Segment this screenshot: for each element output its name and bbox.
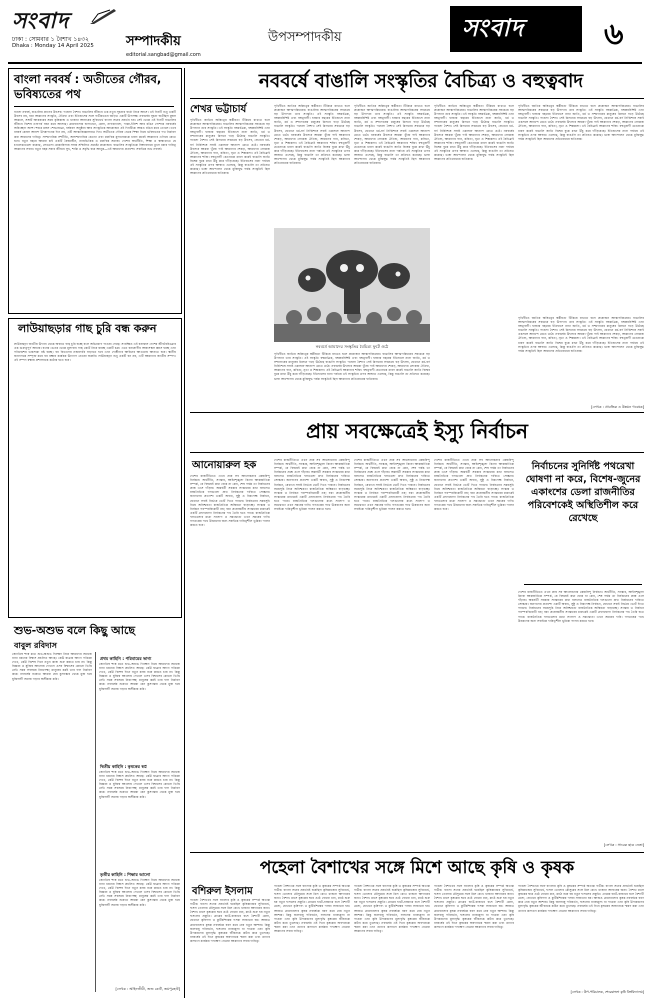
masthead <box>0 0 650 64</box>
column-left-sub3: তৃতীয় কাহিনি : শিক্ষার আলো <box>100 872 151 877</box>
lead-body-e: পৃথিবীতে জাতির অস্তিত্বের স্বকীয়তা টিকিয়ে রাখতে হলে প্রয়োজন আত্মপরিচয়ের। বাঙালির আত্মপরিচয়ের সবচেয়ে বড় উপাদান তার সংস্কৃতি। এই সংস্কৃতি বহুমাত্রিক, বহুস্তরবিশিষ্ট এবং বহুত্ববাদী। হাজার বছরের ইতিহাসে নানা জাতি, ধর্ম ও সম্প্রদায়ের মানুষের মিলনে গড়ে উঠেছে বাঙালি সংস্কৃতি। পহেলা বৈশাখ সেই মিলনের সবচেয়ে বড় উৎসব, যেখানে ধর্ম-বর্ণ নির্বিশেষে সবাই একসঙ্গে আনন্দে মেতে ওঠে। নববর্ষের উৎসবে আমরা খুঁজে পাই আমাদের শেকড়, আমাদের লোকজ ঐতিহ্য, আমাদের গান, কবিতা, নৃত্য ও শিল্পকলা। এই বৈচিত্র্যই আমাদের শক্তি। বহুত্ববাদী চেতনাকে ধারণ করেই বাঙালি জাতি বিশ্বের বুকে মাথা উঁচু করে দাঁড়িয়েছে। ইতিহাসের নানা পর্যায়ে এই সংস্কৃতির ওপর আঘাত এসেছে, কিন্তু বাঙালি তা প্রতিহত করেছে। ভাষা আন্দোলন থেকে মুক্তিযুদ্ধ পর্যন্ত সংস্কৃতিই ছিল আমাদের প্রতিরোধের হাতিয়ার। <box>518 104 644 141</box>
masthead-rule <box>8 62 642 64</box>
column-left-body-b: জ্যোতিষ শাস্ত্র মতে শুভ-অশুভ দিনক্ষণ নিয়ে আমাদের সমাজে নানা ধরনের বিশ্বাস প্রচলিত আছে। কেউ যাত্রার আগে পঞ্জিকা দেখে, কেউ বিশেষ দিনে নতুন কাজ শুরু করতে চায় না। কিন্তু বিজ্ঞান ও যুক্তির আলোয় দেখলে এসব বিশ্বাসের কোনো ভিত্তি নেই। সময় সবসময় নিরপেক্ষ; মানুষের কর্মই তার ফল নির্ধারণ করে। নববর্ষের শুরুতে আমরা যেন কুসংস্কার থেকে মুক্ত হয়ে যুক্তিবাদী সমাজ গড়ার অঙ্গীকার করি। <box>99 662 180 691</box>
farmer-body-a: পহেলা বৈশাখের সঙ্গে বাংলার কৃষি ও কৃষকের সম্পর্ক অত্যন্ত গভীর। বাংলা সনের প্রবর্তনই হয়েছিল কৃষিকাজের সুবিধার্থে, ফসল তোলার মৌসুমের সঙ্গে মিল রেখে খাজনা আদায়ের জন্য। বৈশাখ মাসে কৃষকের ঘরে ওঠে বোরো ধান, মাঠে শুরু হয় নতুন ফসলের প্রস্তুতি। গ্রামের হাটে-বাজারে বসে বৈশাখী মেলা, যেখানে কৃষিপণ্য ও কুটিরশিল্পের পসরা সাজানো হয়। আজও গ্রামবাংলার কৃষক নববর্ষকে বরণ করে নেয় নতুন আশায়। কিন্তু জলবায়ু পরিবর্তন, ফসলের ন্যায্যমূল্য না পাওয়া এবং কৃষি উপকরণের মূল্যবৃদ্ধি কৃষকের জীবনকে কঠিন করে তুলেছে। নববর্ষের এই দিনে কৃষকের অবদানকে স্মরণ করা এবং তাদের কল্যাণে কার্যকর পদক্ষেপ নেওয়া আমাদের সবার দায়িত্ব। <box>190 898 270 943</box>
election-pullquote: নির্বাচনের সুনির্দিষ্ট পথরেখা ঘোষণা না করে, বিশেষ-জুনের একাংশের ডেলা রাজনীতির পরিবেশকেই অস্থিতিশীল করে রেখেছে <box>525 461 641 524</box>
farmer-author: বশিরুল ইসলাম <box>192 886 253 897</box>
farmer-body-e: পহেলা বৈশাখের সঙ্গে বাংলার কৃষি ও কৃষকের সম্পর্ক অত্যন্ত গভীর। বাংলা সনের প্রবর্তনই হয়েছিল কৃষিকাজের সুবিধার্থে, ফসল তোলার মৌসুমের সঙ্গে মিল রেখে খাজনা আদায়ের জন্য। বৈশাখ মাসে কৃষকের ঘরে ওঠে বোরো ধান, মাঠে শুরু হয় নতুন ফসলের প্রস্তুতি। গ্রামের হাটে-বাজারে বসে বৈশাখী মেলা, যেখানে কৃষিপণ্য ও কুটিরশিল্পের পসরা সাজানো হয়। আজও গ্রামবাংলার কৃষক নববর্ষকে বরণ করে নেয় নতুন আশায়। কিন্তু জলবায়ু পরিবর্তন, ফসলের ন্যায্যমূল্য না পাওয়া এবং কৃষি উপকরণের মূল্যবৃদ্ধি কৃষকের জীবনকে কঠিন করে তুলেছে। নববর্ষের এই দিনে কৃষকের অবদানকে স্মরণ করা এবং তাদের কল্যাণে কার্যকর পদক্ষেপ নেওয়া আমাদের সবার দায়িত্ব। <box>518 884 644 913</box>
lead-rule <box>190 98 644 99</box>
column-left-body-a: জ্যোতিষ শাস্ত্র মতে শুভ-অশুভ দিনক্ষণ নিয়ে আমাদের সমাজে নানা ধরনের বিশ্বাস প্রচলিত আছে। কেউ যাত্রার আগে পঞ্জিকা দেখে, কেউ বিশেষ দিনে নতুন কাজ শুরু করতে চায় না। কিন্তু বিজ্ঞান ও যুক্তির আলোয় দেখলে এসব বিশ্বাসের কোনো ভিত্তি নেই। সময় সবসময় নিরপেক্ষ; মানুষের কর্মই তার ফল নির্ধারণ করে। নববর্ষের শুরুতে আমরা যেন কুসংস্কার থেকে মুক্ত হয়ে যুক্তিবাদী সমাজ গড়ার অঙ্গীকার করি। <box>12 652 92 681</box>
date-line-bn: ঢাকা : সোমবার ১ বৈশাখ ১৪৩২ <box>12 36 89 43</box>
tea-editorial-title: লাউয়াছড়ার গাছ চুরি বন্ধ করুন <box>18 322 157 335</box>
lead-body-g: পৃথিবীতে জাতির অস্তিত্বের স্বকীয়তা টিকিয়ে রাখতে হলে প্রয়োজন আত্মপরিচয়ের। বাঙালির আত্মপরিচয়ের সবচেয়ে বড় উপাদান তার সংস্কৃতি। এই সংস্কৃতি বহুমাত্রিক, বহুস্তরবিশিষ্ট এবং বহুত্ববাদী। হাজার বছরের ইতিহাসে নানা জাতি, ধর্ম ও সম্প্রদায়ের মানুষের মিলনে গড়ে উঠেছে বাঙালি সংস্কৃতি। পহেলা বৈশাখ সেই মিলনের সবচেয়ে বড় উৎসব, যেখানে ধর্ম-বর্ণ নির্বিশেষে সবাই একসঙ্গে আনন্দে মেতে ওঠে। নববর্ষের উৎসবে আমরা খুঁজে পাই আমাদের শেকড়, আমাদের লোকজ ঐতিহ্য, আমাদের গান, কবিতা, নৃত্য ও শিল্পকলা। এই বৈচিত্র্যই আমাদের শক্তি। বহুত্ববাদী চেতনাকে ধারণ করেই বাঙালি জাতি বিশ্বের বুকে মাথা উঁচু করে দাঁড়িয়েছে। ইতিহাসের নানা পর্যায়ে এই সংস্কৃতির ওপর আঘাত এসেছে, কিন্তু বাঙালি তা প্রতিহত করেছে। ভাষা আন্দোলন থেকে মুক্তিযুদ্ধ পর্যন্ত সংস্কৃতিই ছিল আমাদের প্রতিরোধের হাতিয়ার। <box>518 316 644 353</box>
election-body-c: দেশের রাজনীতিতে এখন প্রায় সব আলোচনার কেন্দ্রবিন্দু নির্বাচন। অর্থনীতি, সংস্কার, আইনশৃঙ্খলা কিংবা আন্তর্জাতিক সম্পর্ক, যে বিষয়েই কথা হোক না কেন, শেষ পর্যন্ত তা নির্বাচনের প্রশ্নে এসে দাঁড়ায়। অন্তর্বর্তী সরকার সংস্কারের কথা বললেও রাজনৈতিক দলগুলো দ্রুত নির্বাচনের দাবিতে সোচ্চার। জনগণের প্রত্যাশা একটি অবাধ, সুষ্ঠু ও নিরপেক্ষ নির্বাচন, যেখানে সবাই নির্ভয়ে ভোট দিতে পারবে। নির্বাচনের সময়সূচি নিয়ে অনিশ্চয়তা রাজনৈতিক অস্থিরতা বাড়াচ্ছে। সংস্কার ও নির্বাচন পরস্পরবিরোধী নয়; বরং প্রয়োজনীয় সংস্কারের মাধ্যমেই একটি গ্রহণযোগ্য নির্বাচনের পথ তৈরি হতে পারে। রাজনৈতিক দলগুলোর মধ্যে সংলাপ ও সমঝোতা এখন সময়ের দাবি। গণতন্ত্রের পথে উত্তরণের জন্য সবাইকে দায়িত্বশীল ভূমিকা পালন করতে হবে। <box>354 458 430 512</box>
lead-bottom-rule <box>190 412 644 413</box>
lead-body-a: পৃথিবীতে জাতির অস্তিত্বের স্বকীয়তা টিকিয়ে রাখতে হলে প্রয়োজন আত্মপরিচয়ের। বাঙালির আত্মপরিচয়ের সবচেয়ে বড় উপাদান তার সংস্কৃতি। এই সংস্কৃতি বহুমাত্রিক, বহুস্তরবিশিষ্ট এবং বহুত্ববাদী। হাজার বছরের ইতিহাসে নানা জাতি, ধর্ম ও সম্প্রদায়ের মানুষের মিলনে গড়ে উঠেছে বাঙালি সংস্কৃতি। পহেলা বৈশাখ সেই মিলনের সবচেয়ে বড় উৎসব, যেখানে ধর্ম-বর্ণ নির্বিশেষে সবাই একসঙ্গে আনন্দে মেতে ওঠে। নববর্ষের উৎসবে আমরা খুঁজে পাই আমাদের শেকড়, আমাদের লোকজ ঐতিহ্য, আমাদের গান, কবিতা, নৃত্য ও শিল্পকলা। এই বৈচিত্র্যই আমাদের শক্তি। বহুত্ববাদী চেতনাকে ধারণ করেই বাঙালি জাতি বিশ্বের বুকে মাথা উঁচু করে দাঁড়িয়েছে। ইতিহাসের নানা পর্যায়ে এই সংস্কৃতির ওপর আঘাত এসেছে, কিন্তু বাঙালি তা প্রতিহত করেছে। ভাষা আন্দোলন থেকে মুক্তিযুদ্ধ পর্যন্ত সংস্কৃতিই ছিল আমাদের প্রতিরোধের হাতিয়ার। <box>190 118 270 176</box>
section-center-title: উপসম্পাদকীয় <box>268 30 342 45</box>
lead-author: শেখর ভট্টাচার্য <box>190 104 247 115</box>
logo-right: সংবাদ <box>462 13 525 42</box>
page-number: ৬ <box>604 17 624 52</box>
column-left-author: বাবুল রবিদাস <box>14 641 57 650</box>
election-byline: [লেখক : সাবেক ছাত্র নেতা] <box>603 843 644 847</box>
election-body-b: দেশের রাজনীতিতে এখন প্রায় সব আলোচনার কেন্দ্রবিন্দু নির্বাচন। অর্থনীতি, সংস্কার, আইনশৃঙ্খলা কিংবা আন্তর্জাতিক সম্পর্ক, যে বিষয়েই কথা হোক না কেন, শেষ পর্যন্ত তা নির্বাচনের প্রশ্নে এসে দাঁড়ায়। অন্তর্বর্তী সরকার সংস্কারের কথা বললেও রাজনৈতিক দলগুলো দ্রুত নির্বাচনের দাবিতে সোচ্চার। জনগণের প্রত্যাশা একটি অবাধ, সুষ্ঠু ও নিরপেক্ষ নির্বাচন, যেখানে সবাই নির্ভয়ে ভোট দিতে পারবে। নির্বাচনের সময়সূচি নিয়ে অনিশ্চয়তা রাজনৈতিক অস্থিরতা বাড়াচ্ছে। সংস্কার ও নির্বাচন পরস্পরবিরোধী নয়; বরং প্রয়োজনীয় সংস্কারের মাধ্যমেই একটি গ্রহণযোগ্য নির্বাচনের পথ তৈরি হতে পারে। রাজনৈতিক দলগুলোর মধ্যে সংলাপ ও সমঝোতা এখন সময়ের দাবি। গণতন্ত্রের পথে উত্তরণের জন্য সবাইকে দায়িত্বশীল ভূমিকা পালন করতে হবে। <box>274 458 350 512</box>
election-author: আনোয়ারুল হক <box>192 460 257 471</box>
logo-left: সংবাদ <box>12 8 70 34</box>
lead-caption: নববর্ষে আমাদের সংস্কৃতির বৈচিত্র্য ফুটে ওঠে <box>315 344 389 349</box>
election-bottom-rule <box>190 852 644 853</box>
farmer-body-c: পহেলা বৈশাখের সঙ্গে বাংলার কৃষি ও কৃষকের সম্পর্ক অত্যন্ত গভীর। বাংলা সনের প্রবর্তনই হয়েছিল কৃষিকাজের সুবিধার্থে, ফসল তোলার মৌসুমের সঙ্গে মিল রেখে খাজনা আদায়ের জন্য। বৈশাখ মাসে কৃষকের ঘরে ওঠে বোরো ধান, মাঠে শুরু হয় নতুন ফসলের প্রস্তুতি। গ্রামের হাটে-বাজারে বসে বৈশাখী মেলা, যেখানে কৃষিপণ্য ও কুটিরশিল্পের পসরা সাজানো হয়। আজও গ্রামবাংলার কৃষক নববর্ষকে বরণ করে নেয় নতুন আশায়। কিন্তু জলবায়ু পরিবর্তন, ফসলের ন্যায্যমূল্য না পাওয়া এবং কৃষি উপকরণের মূল্যবৃদ্ধি কৃষকের জীবনকে কঠিন করে তুলেছে। নববর্ষের এই দিনে কৃষকের অবদানকে স্মরণ করা এবং তাদের কল্যাণে কার্যকর পদক্ষেপ নেওয়া আমাদের সবার দায়িত্ব। <box>354 884 430 934</box>
email[interactable]: editorial.sangbad@gmail.com <box>126 52 201 58</box>
column-left-divider <box>95 652 96 992</box>
farmer-body-b: পহেলা বৈশাখের সঙ্গে বাংলার কৃষি ও কৃষকের সম্পর্ক অত্যন্ত গভীর। বাংলা সনের প্রবর্তনই হয়েছিল কৃষিকাজের সুবিধার্থে, ফসল তোলার মৌসুমের সঙ্গে মিল রেখে খাজনা আদায়ের জন্য। বৈশাখ মাসে কৃষকের ঘরে ওঠে বোরো ধান, মাঠে শুরু হয় নতুন ফসলের প্রস্তুতি। গ্রামের হাটে-বাজারে বসে বৈশাখী মেলা, যেখানে কৃষিপণ্য ও কুটিরশিল্পের পসরা সাজানো হয়। আজও গ্রামবাংলার কৃষক নববর্ষকে বরণ করে নেয় নতুন আশায়। কিন্তু জলবায়ু পরিবর্তন, ফসলের ন্যায্যমূল্য না পাওয়া এবং কৃষি উপকরণের মূল্যবৃদ্ধি কৃষকের জীবনকে কঠিন করে তুলেছে। নববর্ষের এই দিনে কৃষকের অবদানকে স্মরণ করা এবং তাদের কল্যাণে কার্যকর পদক্ষেপ নেওয়া আমাদের সবার দায়িত্ব। <box>274 884 350 934</box>
lead-body-f: পৃথিবীতে জাতির অস্তিত্বের স্বকীয়তা টিকিয়ে রাখতে হলে প্রয়োজন আত্মপরিচয়ের। বাঙালির আত্মপরিচয়ের সবচেয়ে বড় উপাদান তার সংস্কৃতি। এই সংস্কৃতি বহুমাত্রিক, বহুস্তরবিশিষ্ট এবং বহুত্ববাদী। হাজার বছরের ইতিহাসে নানা জাতি, ধর্ম ও সম্প্রদায়ের মানুষের মিলনে গড়ে উঠেছে বাঙালি সংস্কৃতি। পহেলা বৈশাখ সেই মিলনের সবচেয়ে বড় উৎসব, যেখানে ধর্ম-বর্ণ নির্বিশেষে সবাই একসঙ্গে আনন্দে মেতে ওঠে। নববর্ষের উৎসবে আমরা খুঁজে পাই আমাদের শেকড়, আমাদের লোকজ ঐতিহ্য, আমাদের গান, কবিতা, নৃত্য ও শিল্পকলা। এই বৈচিত্র্যই আমাদের শক্তি। বহুত্ববাদী চেতনাকে ধারণ করেই বাঙালি জাতি বিশ্বের বুকে মাথা উঁচু করে দাঁড়িয়েছে। ইতিহাসের নানা পর্যায়ে এই সংস্কৃতির ওপর আঘাত এসেছে, কিন্তু বাঙালি তা প্রতিহত করেছে। ভাষা আন্দোলন থেকে মুক্তিযুদ্ধ পর্যন্ত সংস্কৃতিই ছিল আমাদের প্রতিরোধের হাতিয়ার। <box>274 352 430 381</box>
election-rule <box>190 452 644 453</box>
election-body-a: দেশের রাজনীতিতে এখন প্রায় সব আলোচনার কেন্দ্রবিন্দু নির্বাচন। অর্থনীতি, সংস্কার, আইনশৃঙ্খলা কিংবা আন্তর্জাতিক সম্পর্ক, যে বিষয়েই কথা হোক না কেন, শেষ পর্যন্ত তা নির্বাচনের প্রশ্নে এসে দাঁড়ায়। অন্তর্বর্তী সরকার সংস্কারের কথা বললেও রাজনৈতিক দলগুলো দ্রুত নির্বাচনের দাবিতে সোচ্চার। জনগণের প্রত্যাশা একটি অবাধ, সুষ্ঠু ও নিরপেক্ষ নির্বাচন, যেখানে সবাই নির্ভয়ে ভোট দিতে পারবে। নির্বাচনের সময়সূচি নিয়ে অনিশ্চয়তা রাজনৈতিক অস্থিরতা বাড়াচ্ছে। সংস্কার ও নির্বাচন পরস্পরবিরোধী নয়; বরং প্রয়োজনীয় সংস্কারের মাধ্যমেই একটি গ্রহণযোগ্য নির্বাচনের পথ তৈরি হতে পারে। রাজনৈতিক দলগুলোর মধ্যে সংলাপ ও সমঝোতা এখন সময়ের দাবি। গণতন্ত্রের পথে উত্তরণের জন্য সবাইকে দায়িত্বশীল ভূমিকা পালন করতে হবে। <box>190 474 270 528</box>
lead-title: নববর্ষে বাঙালি সংস্কৃতির বৈচিত্র্য ও বহুত্ববাদ <box>258 71 584 92</box>
column-left-byline: [লেখক : আইনজীবী, জজ কোর্ট, জয়পুরহাট] <box>115 987 180 991</box>
editorial-title: বাংলা নববর্ষ : অতীতের গৌরব, ভবিষ্যতের পথ <box>14 72 162 101</box>
pullquote-rule <box>524 584 642 585</box>
column-left-title: শুভ-অশুভ বলে কিছু আছে <box>14 624 136 637</box>
lead-body-d: পৃথিবীতে জাতির অস্তিত্বের স্বকীয়তা টিকিয়ে রাখতে হলে প্রয়োজন আত্মপরিচয়ের। বাঙালির আত্মপরিচয়ের সবচেয়ে বড় উপাদান তার সংস্কৃতি। এই সংস্কৃতি বহুমাত্রিক, বহুস্তরবিশিষ্ট এবং বহুত্ববাদী। হাজার বছরের ইতিহাসে নানা জাতি, ধর্ম ও সম্প্রদায়ের মানুষের মিলনে গড়ে উঠেছে বাঙালি সংস্কৃতি। পহেলা বৈশাখ সেই মিলনের সবচেয়ে বড় উৎসব, যেখানে ধর্ম-বর্ণ নির্বিশেষে সবাই একসঙ্গে আনন্দে মেতে ওঠে। নববর্ষের উৎসবে আমরা খুঁজে পাই আমাদের শেকড়, আমাদের লোকজ ঐতিহ্য, আমাদের গান, কবিতা, নৃত্য ও শিল্পকলা। এই বৈচিত্র্যই আমাদের শক্তি। বহুত্ববাদী চেতনাকে ধারণ করেই বাঙালি জাতি বিশ্বের বুকে মাথা উঁচু করে দাঁড়িয়েছে। ইতিহাসের নানা পর্যায়ে এই সংস্কৃতির ওপর আঘাত এসেছে, কিন্তু বাঙালি তা প্রতিহত করেছে। ভাষা আন্দোলন থেকে মুক্তিযুদ্ধ পর্যন্ত সংস্কৃতিই ছিল আমাদের প্রতিরোধের হাতিয়ার। <box>434 104 514 162</box>
farmer-byline: [লেখক : উপ-পরিচালক, শেরেবাংলা কৃষি বিশ্ববিদ্যালয়] <box>570 990 644 994</box>
quill-icon <box>88 6 118 30</box>
farmer-title: পহেলা বৈশাখের সঙ্গে মিশে আছে কৃষি ও কৃষক <box>259 858 575 878</box>
column-left-body-c: জ্যোতিষ শাস্ত্র মতে শুভ-অশুভ দিনক্ষণ নিয়ে আমাদের সমাজে নানা ধরনের বিশ্বাস প্রচলিত আছে। কেউ যাত্রার আগে পঞ্জিকা দেখে, কেউ বিশেষ দিনে নতুন কাজ শুরু করতে চায় না। কিন্তু বিজ্ঞান ও যুক্তির আলোয় দেখলে এসব বিশ্বাসের কোনো ভিত্তি নেই। সময় সবসময় নিরপেক্ষ; মানুষের কর্মই তার ফল নির্ধারণ করে। নববর্ষের শুরুতে আমরা যেন কুসংস্কার থেকে মুক্ত হয়ে যুক্তিবাদী সমাজ গড়ার অঙ্গীকার করি। <box>99 770 180 799</box>
election-body-d: দেশের রাজনীতিতে এখন প্রায় সব আলোচনার কেন্দ্রবিন্দু নির্বাচন। অর্থনীতি, সংস্কার, আইনশৃঙ্খলা কিংবা আন্তর্জাতিক সম্পর্ক, যে বিষয়েই কথা হোক না কেন, শেষ পর্যন্ত তা নির্বাচনের প্রশ্নে এসে দাঁড়ায়। অন্তর্বর্তী সরকার সংস্কারের কথা বললেও রাজনৈতিক দলগুলো দ্রুত নির্বাচনের দাবিতে সোচ্চার। জনগণের প্রত্যাশা একটি অবাধ, সুষ্ঠু ও নিরপেক্ষ নির্বাচন, যেখানে সবাই নির্ভয়ে ভোট দিতে পারবে। নির্বাচনের সময়সূচি নিয়ে অনিশ্চয়তা রাজনৈতিক অস্থিরতা বাড়াচ্ছে। সংস্কার ও নির্বাচন পরস্পরবিরোধী নয়; বরং প্রয়োজনীয় সংস্কারের মাধ্যমেই একটি গ্রহণযোগ্য নির্বাচনের পথ তৈরি হতে পারে। রাজনৈতিক দলগুলোর মধ্যে সংলাপ ও সমঝোতা এখন সময়ের দাবি। গণতন্ত্রের পথে উত্তরণের জন্য সবাইকে দায়িত্বশীল ভূমিকা পালন করতে হবে। <box>434 458 514 512</box>
column-left-body-d: জ্যোতিষ শাস্ত্র মতে শুভ-অশুভ দিনক্ষণ নিয়ে আমাদের সমাজে নানা ধরনের বিশ্বাস প্রচলিত আছে। কেউ যাত্রার আগে পঞ্জিকা দেখে, কেউ বিশেষ দিনে নতুন কাজ শুরু করতে চায় না। কিন্তু বিজ্ঞান ও যুক্তির আলোয় দেখলে এসব বিশ্বাসের কোনো ভিত্তি নেই। সময় সবসময় নিরপেক্ষ; মানুষের কর্মই তার ফল নির্ধারণ করে। নববর্ষের শুরুতে আমরা যেন কুসংস্কার থেকে মুক্ত হয়ে যুক্তিবাদী সমাজ গড়ার অঙ্গীকার করি। <box>99 878 180 907</box>
column-left-sub1: প্রথম কাহিনি : পরিবারের ভাগ্য <box>100 656 152 661</box>
page-main-divider <box>184 68 185 998</box>
section-left-title: সম্পাদকীয় <box>126 34 181 49</box>
lead-body-c: পৃথিবীতে জাতির অস্তিত্বের স্বকীয়তা টিকিয়ে রাখতে হলে প্রয়োজন আত্মপরিচয়ের। বাঙালির আত্মপরিচয়ের সবচেয়ে বড় উপাদান তার সংস্কৃতি। এই সংস্কৃতি বহুমাত্রিক, বহুস্তরবিশিষ্ট এবং বহুত্ববাদী। হাজার বছরের ইতিহাসে নানা জাতি, ধর্ম ও সম্প্রদায়ের মানুষের মিলনে গড়ে উঠেছে বাঙালি সংস্কৃতি। পহেলা বৈশাখ সেই মিলনের সবচেয়ে বড় উৎসব, যেখানে ধর্ম-বর্ণ নির্বিশেষে সবাই একসঙ্গে আনন্দে মেতে ওঠে। নববর্ষের উৎসবে আমরা খুঁজে পাই আমাদের শেকড়, আমাদের লোকজ ঐতিহ্য, আমাদের গান, কবিতা, নৃত্য ও শিল্পকলা। এই বৈচিত্র্যই আমাদের শক্তি। বহুত্ববাদী চেতনাকে ধারণ করেই বাঙালি জাতি বিশ্বের বুকে মাথা উঁচু করে দাঁড়িয়েছে। ইতিহাসের নানা পর্যায়ে এই সংস্কৃতির ওপর আঘাত এসেছে, কিন্তু বাঙালি তা প্রতিহত করেছে। ভাষা আন্দোলন থেকে মুক্তিযুদ্ধ পর্যন্ত সংস্কৃতিই ছিল আমাদের প্রতিরোধের হাতিয়ার। <box>354 104 430 166</box>
lead-body-b: পৃথিবীতে জাতির অস্তিত্বের স্বকীয়তা টিকিয়ে রাখতে হলে প্রয়োজন আত্মপরিচয়ের। বাঙালির আত্মপরিচয়ের সবচেয়ে বড় উপাদান তার সংস্কৃতি। এই সংস্কৃতি বহুমাত্রিক, বহুস্তরবিশিষ্ট এবং বহুত্ববাদী। হাজার বছরের ইতিহাসে নানা জাতি, ধর্ম ও সম্প্রদায়ের মানুষের মিলনে গড়ে উঠেছে বাঙালি সংস্কৃতি। পহেলা বৈশাখ সেই মিলনের সবচেয়ে বড় উৎসব, যেখানে ধর্ম-বর্ণ নির্বিশেষে সবাই একসঙ্গে আনন্দে মেতে ওঠে। নববর্ষের উৎসবে আমরা খুঁজে পাই আমাদের শেকড়, আমাদের লোকজ ঐতিহ্য, আমাদের গান, কবিতা, নৃত্য ও শিল্পকলা। এই বৈচিত্র্যই আমাদের শক্তি। বহুত্ববাদী চেতনাকে ধারণ করেই বাঙালি জাতি বিশ্বের বুকে মাথা উঁচু করে দাঁড়িয়েছে। ইতিহাসের নানা পর্যায়ে এই সংস্কৃতির ওপর আঘাত এসেছে, কিন্তু বাঙালি তা প্রতিহত করেছে। ভাষা আন্দোলন থেকে মুক্তিযুদ্ধ পর্যন্ত সংস্কৃতিই ছিল আমাদের প্রতিরোধের হাতিয়ার। <box>274 104 350 166</box>
editorial-rule <box>14 106 174 107</box>
election-title: প্রায় সবক্ষেত্রেই ইস্যু নির্বাচন <box>306 419 528 443</box>
farmer-body-d: পহেলা বৈশাখের সঙ্গে বাংলার কৃষি ও কৃষকের সম্পর্ক অত্যন্ত গভীর। বাংলা সনের প্রবর্তনই হয়েছিল কৃষিকাজের সুবিধার্থে, ফসল তোলার মৌসুমের সঙ্গে মিল রেখে খাজনা আদায়ের জন্য। বৈশাখ মাসে কৃষকের ঘরে ওঠে বোরো ধান, মাঠে শুরু হয় নতুন ফসলের প্রস্তুতি। গ্রামের হাটে-বাজারে বসে বৈশাখী মেলা, যেখানে কৃষিপণ্য ও কুটিরশিল্পের পসরা সাজানো হয়। আজও গ্রামবাংলার কৃষক নববর্ষকে বরণ করে নেয় নতুন আশায়। কিন্তু জলবায়ু পরিবর্তন, ফসলের ন্যায্যমূল্য না পাওয়া এবং কৃষি উপকরণের মূল্যবৃদ্ধি কৃষকের জীবনকে কঠিন করে তুলেছে। নববর্ষের এই দিনে কৃষকের অবদানকে স্মরণ করা এবং তাদের কল্যাণে কার্যকর পদক্ষেপ নেওয়া আমাদের সবার দায়িত্ব। <box>434 884 514 929</box>
tea-editorial-body: লাউয়াছড়া জাতীয় উদ্যান থেকে অবাধে গাছ চুরি হচ্ছে বলে অভিযোগ পাওয়া গেছে। সংরক্ষিত এই বনাঞ্চল দেশের জীববৈচিত্র্যের এক গুরুত্বপূর্ণ আধার। বনের ভেতর থেকে মূল্যবান গাছ কেটে নিয়ে যাচ্ছে একটি চক্র। এতে বন্যপ্রাণীর আবাসস্থল ধ্বংস হচ্ছে এবং পরিবেশের ভারসাম্য নষ্ট হচ্ছে। বন বিভাগের নজরদারি বাড়াতে হবে এবং দোষীদের আইনের আওতায় আনতে হবে। স্থানীয় জনগণকে সম্পৃক্ত করে বন রক্ষায় কার্যকর উদ্যোগ নেওয়া জরুরি। লাউয়াছড়া শুধু একটি বন নয়, এটি আমাদের জাতীয় সম্পদ। এই সম্পদ রক্ষায় প্রশাসনকে কঠোর হতে হবে। <box>14 342 176 363</box>
lead-photo <box>274 228 430 342</box>
lead-byline: [লেখক : প্রাবন্ধিক ও উন্নয়ন গবেষক] <box>591 405 644 409</box>
column-left-sub2: দ্বিতীয় কাহিনি : কৃষকের স্বপ্ন <box>100 764 147 769</box>
election-body-e: দেশের রাজনীতিতে এখন প্রায় সব আলোচনার কেন্দ্রবিন্দু নির্বাচন। অর্থনীতি, সংস্কার, আইনশৃঙ্খলা কিংবা আন্তর্জাতিক সম্পর্ক, যে বিষয়েই কথা হোক না কেন, শেষ পর্যন্ত তা নির্বাচনের প্রশ্নে এসে দাঁড়ায়। অন্তর্বর্তী সরকার সংস্কারের কথা বললেও রাজনৈতিক দলগুলো দ্রুত নির্বাচনের দাবিতে সোচ্চার। জনগণের প্রত্যাশা একটি অবাধ, সুষ্ঠু ও নিরপেক্ষ নির্বাচন, যেখানে সবাই নির্ভয়ে ভোট দিতে পারবে। নির্বাচনের সময়সূচি নিয়ে অনিশ্চয়তা রাজনৈতিক অস্থিরতা বাড়াচ্ছে। সংস্কার ও নির্বাচন পরস্পরবিরোধী নয়; বরং প্রয়োজনীয় সংস্কারের মাধ্যমেই একটি গ্রহণযোগ্য নির্বাচনের পথ তৈরি হতে পারে। রাজনৈতিক দলগুলোর মধ্যে সংলাপ ও সমঝোতা এখন সময়ের দাবি। গণতন্ত্রের পথে উত্তরণের জন্য সবাইকে দায়িত্বশীল ভূমিকা পালন করতে হবে। <box>518 590 644 623</box>
editorial-body: বাংলা নববর্ষ, বাঙালির প্রাণের উৎসব। পহেলা বৈশাখ বাঙালির জীবনে এক নতুন সূচনার বার্তা নিয়ে আসে। এই দিনটি শুধু একটি উৎসব নয়, বরং আমাদের সংস্কৃতি, ঐতিহ্য এবং ইতিহাসের সঙ্গে গভীরভাবে জড়িত একটি উপলক্ষ। নববর্ষের সূচনা ঘটেছিল মুঘল আমলে, সম্রাট আকবরের সময় কৃষিকাজ ও খাজনা আদায়ের সুবিধার্থে বাংলা সনের প্রবর্তন হয়। সেই থেকে এই দিনটি বাঙালির জীবনে বিশেষ তাৎপর্য বহন করে আসছে। গ্রামবাংলার হালখাতা, মেলা, নাগরদোলা, পান্তা-ইলিশ আর রঙিন পোশাক নববর্ষের অবিচ্ছেদ্য অংশ। শহরে মঙ্গল শোভাযাত্রা, বর্ষবরণ অনুষ্ঠান আর সাংস্কৃতিক আয়োজন এই দিনটিকে আরও রঙিন করে তোলে। তবে নববর্ষ কেবল আনন্দ উদযাপনের দিন নয়, এটি আত্মজিজ্ঞাসারও দিন। অতীতের গৌরব থেকে শিক্ষা নিয়ে ভবিষ্যতের পথ নির্ধারণ করা আমাদের দায়িত্ব। সাম্প্রদায়িক সম্প্রীতি, অসাম্প্রদায়িক চেতনা এবং মানবিক মূল্যবোধকে ধারণ করেই আমাদের এগিয়ে যেতে হবে। নতুন বছরে আমরা চাই একটি বৈষম্যহীন, ন্যায়ভিত্তিক ও মানবিক সমাজ। দেশের অর্থনীতি, শিক্ষা ও স্বাস্থ্যখাতে যে চ্যালেঞ্জগুলো রয়েছে, সেগুলো মোকাবিলায় সবার সম্মিলিত প্রচেষ্টা প্রয়োজন। বাঙালির সংস্কৃতিকে বিশ্বদরবারে তুলে ধরার দায়িত্ব আমাদের সবার। নতুন বছর সবার জীবনে সুখ, শান্তি ও সমৃদ্ধি বয়ে আনুক—এই আমাদের প্রত্যাশা। সবাইকে শুভ নববর্ষ। <box>14 110 176 151</box>
date-line-en: Dhaka : Monday 14 April 2025 <box>12 43 94 49</box>
